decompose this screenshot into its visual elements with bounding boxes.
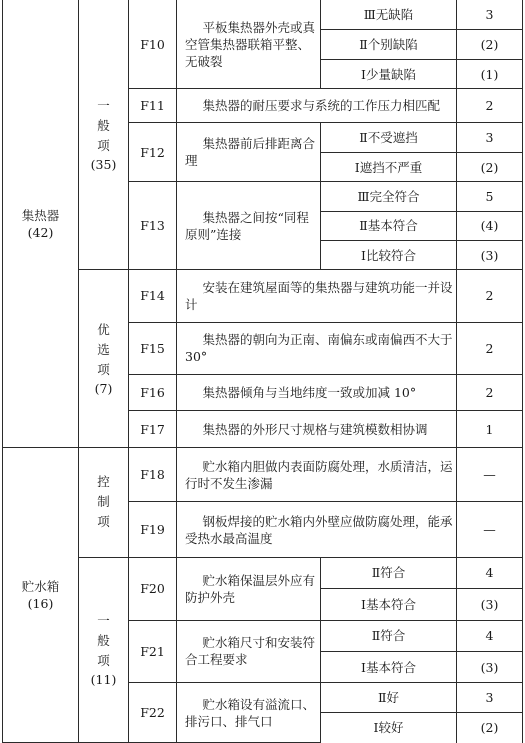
grade-label: Ⅰ基本符合 — [321, 651, 457, 682]
grade-label: Ⅱ符合 — [321, 557, 457, 588]
item-code: F14 — [129, 270, 177, 322]
grade-score: (2) — [457, 153, 523, 182]
item-description: 贮水箱内胆做内表面防腐处理，水质清洁，运行时不发生渗漏 — [177, 448, 457, 502]
grade-score: 3 — [457, 0, 523, 29]
grade-label: Ⅰ比较符合 — [321, 240, 457, 269]
grade-label: Ⅲ完全符合 — [321, 182, 457, 211]
subgroup-optional — [79, 270, 129, 448]
item-code: F17 — [129, 411, 177, 448]
item-score: 2 — [457, 89, 523, 122]
item-description: 钢板焊接的贮水箱内外壁应做防腐处理，能承受热水最高温度 — [177, 502, 457, 557]
item-score: — — [457, 448, 523, 502]
grade-score: (1) — [457, 60, 523, 89]
grade-score: 3 — [457, 122, 523, 152]
subgroup-count: (7) — [94, 381, 113, 397]
grade-label: Ⅰ少量缺陷 — [321, 60, 457, 89]
item-description: 集热器的耐压要求与系统的工作压力相匹配 — [177, 89, 457, 122]
item-description: 贮水箱保温层外应有防护外壳 — [177, 557, 321, 620]
grade-score: 4 — [457, 620, 523, 651]
table-row — [3, 270, 523, 322]
grade-score: (3) — [457, 240, 523, 269]
grade-label: Ⅱ好 — [321, 683, 457, 712]
subgroup-name: 优选项 — [97, 322, 110, 378]
table-row — [3, 557, 523, 588]
item-description: 集热器的外形尺寸规格与建筑模数相协调 — [177, 411, 457, 448]
table-row — [3, 448, 523, 502]
item-score: — — [457, 502, 523, 557]
grade-score: 4 — [457, 557, 523, 588]
subgroup-control — [79, 448, 129, 558]
item-description: 集热器倾角与当地纬度一致或加减 10° — [177, 374, 457, 411]
grade-label: Ⅱ基本符合 — [321, 211, 457, 240]
subgroup-general-1 — [79, 0, 129, 270]
item-code: F11 — [129, 89, 177, 122]
item-score: 1 — [457, 411, 523, 448]
item-description: 平板集热器外壳或真空管集热器联箱平整、无破裂 — [177, 0, 321, 89]
item-code: F10 — [129, 0, 177, 89]
group-count: (42) — [27, 224, 54, 240]
evaluation-table — [2, 0, 523, 743]
item-description: 安装在建筑屋面等的集热器与建筑功能一并设计 — [177, 270, 457, 322]
subgroup-name: 一般项 — [97, 98, 110, 154]
item-description: 集热器之间按“同程原则”连接 — [177, 182, 321, 270]
group-name: 贮水箱 — [21, 579, 60, 594]
grade-label: Ⅱ不受遮挡 — [321, 122, 457, 152]
item-code: F22 — [129, 683, 177, 743]
group-name: 集热器 — [21, 207, 60, 223]
grade-label: Ⅲ无缺陷 — [321, 0, 457, 29]
group-collector — [3, 0, 79, 448]
grade-label: Ⅰ遮挡不严重 — [321, 153, 457, 182]
table-row — [3, 0, 523, 29]
item-code: F18 — [129, 448, 177, 502]
item-score: 2 — [457, 322, 523, 374]
item-description: 贮水箱尺寸和安装符合工程要求 — [177, 620, 321, 683]
group-tank — [3, 448, 79, 743]
item-code: F19 — [129, 502, 177, 557]
item-code: F16 — [129, 374, 177, 411]
item-score: 2 — [457, 374, 523, 411]
grade-score: 3 — [457, 683, 523, 712]
grade-score: (3) — [457, 651, 523, 682]
grade-score: 5 — [457, 182, 523, 211]
subgroup-name: 一般项 — [97, 613, 110, 669]
item-code: F20 — [129, 557, 177, 620]
grade-score: (3) — [457, 589, 523, 620]
grade-score: (4) — [457, 211, 523, 240]
grade-label: Ⅰ较好 — [321, 712, 457, 742]
item-code: F13 — [129, 182, 177, 270]
item-code: F21 — [129, 620, 177, 683]
grade-score: (2) — [457, 29, 523, 59]
grade-score: (2) — [457, 712, 523, 742]
item-description: 贮水箱设有溢流口、排污口、排气口 — [177, 683, 321, 743]
group-count: (16) — [27, 596, 54, 611]
subgroup-name: 控制项 — [97, 474, 110, 530]
item-description: 集热器的朝向为正南、南偏东或南偏西不大于 30° — [177, 322, 457, 374]
grade-label: Ⅱ符合 — [321, 620, 457, 651]
item-score: 2 — [457, 270, 523, 322]
grade-label: Ⅰ基本符合 — [321, 589, 457, 620]
item-code: F15 — [129, 322, 177, 374]
item-code: F12 — [129, 122, 177, 182]
subgroup-count: (35) — [90, 157, 117, 173]
item-description: 集热器前后排距离合理 — [177, 122, 321, 182]
subgroup-general-2 — [79, 557, 129, 742]
grade-label: Ⅱ个别缺陷 — [321, 29, 457, 59]
subgroup-count: (11) — [90, 672, 117, 688]
